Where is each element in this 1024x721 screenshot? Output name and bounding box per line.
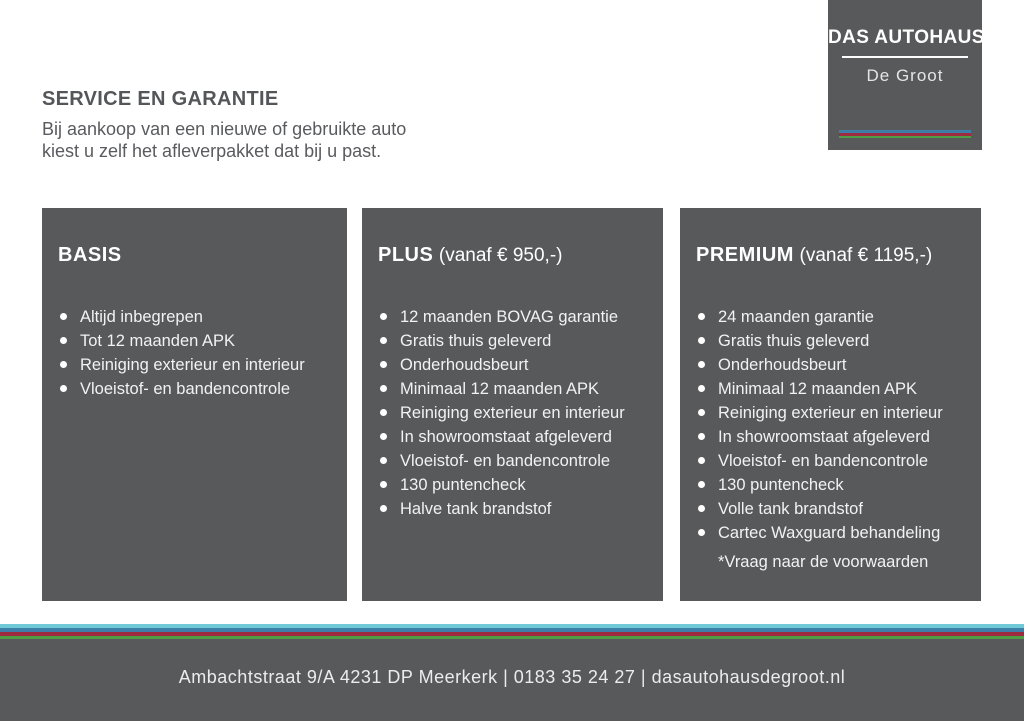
package-item: Reiniging exterieur en interieur bbox=[696, 401, 981, 425]
package-name: BASIS bbox=[58, 244, 122, 266]
package-item: Vloeistof- en bandencontrole bbox=[378, 449, 663, 473]
package-item: Minimaal 12 maanden APK bbox=[696, 377, 981, 401]
package-name: PLUS bbox=[378, 244, 434, 266]
package-card-premium bbox=[680, 208, 981, 601]
package-item: In showroomstaat afgeleverd bbox=[378, 425, 663, 449]
package-title-basis bbox=[58, 244, 347, 267]
package-item-list bbox=[378, 305, 663, 521]
page-header bbox=[42, 88, 406, 162]
package-footnote: *Vraag naar de voorwaarden bbox=[718, 553, 929, 571]
package-item: 12 maanden BOVAG garantie bbox=[378, 305, 663, 329]
package-item-list bbox=[696, 305, 981, 545]
package-card-plus bbox=[362, 208, 663, 601]
package-item: Reiniging exterieur en interieur bbox=[378, 401, 663, 425]
footer-contact-info: Ambachtstraat 9/A 4231 DP Meerkerk | 0183 35 24 27 | dasautohausdegroot.nl bbox=[178, 667, 846, 687]
package-item: Cartec Waxguard behandeling bbox=[696, 521, 981, 545]
package-item: Altijd inbegrepen bbox=[58, 305, 347, 329]
package-item: 24 maanden garantie bbox=[696, 305, 981, 329]
brand-divider bbox=[842, 56, 968, 58]
package-item: Onderhoudsbeurt bbox=[696, 353, 981, 377]
package-title-plus bbox=[378, 244, 663, 267]
package-item: Halve tank brandstof bbox=[378, 497, 663, 521]
package-item: Volle tank brandstof bbox=[696, 497, 981, 521]
package-item: Vloeistof- en bandencontrole bbox=[696, 449, 981, 473]
brand-name: DAS AUTOHAUS bbox=[828, 27, 985, 48]
package-item: Gratis thuis geleverd bbox=[696, 329, 981, 353]
package-title-premium bbox=[696, 244, 981, 267]
footer-color-stripes bbox=[0, 624, 1024, 639]
package-item: Onderhoudsbeurt bbox=[378, 353, 663, 377]
package-item: 130 puntencheck bbox=[696, 473, 981, 497]
package-item: Vloeistof- en bandencontrole bbox=[58, 377, 347, 401]
package-card-basis bbox=[42, 208, 347, 601]
package-item: In showroomstaat afgeleverd bbox=[696, 425, 981, 449]
package-name: PREMIUM bbox=[696, 244, 794, 266]
page-subtitle-line1: Bij aankoop van een nieuwe of gebruikte auto bbox=[42, 119, 407, 139]
package-price: (vanaf € 1195,-) bbox=[799, 245, 933, 266]
package-item-list bbox=[58, 305, 347, 401]
brand-color-stripes bbox=[839, 130, 971, 138]
package-item: 130 puntencheck bbox=[378, 473, 663, 497]
brand-logo bbox=[828, 0, 985, 150]
package-item: Reiniging exterieur en interieur bbox=[58, 353, 347, 377]
stripe-green bbox=[839, 136, 971, 138]
brand-subname: De Groot bbox=[866, 66, 944, 85]
page-title: SERVICE EN GARANTIE bbox=[42, 88, 279, 110]
package-price: (vanaf € 950,-) bbox=[438, 245, 563, 266]
package-item: Tot 12 maanden APK bbox=[58, 329, 347, 353]
package-item: Gratis thuis geleverd bbox=[378, 329, 663, 353]
page-subtitle-line2: kiest u zelf het afleverpakket dat bij u past. bbox=[42, 141, 382, 161]
footer bbox=[0, 639, 1024, 721]
package-item: Minimaal 12 maanden APK bbox=[378, 377, 663, 401]
